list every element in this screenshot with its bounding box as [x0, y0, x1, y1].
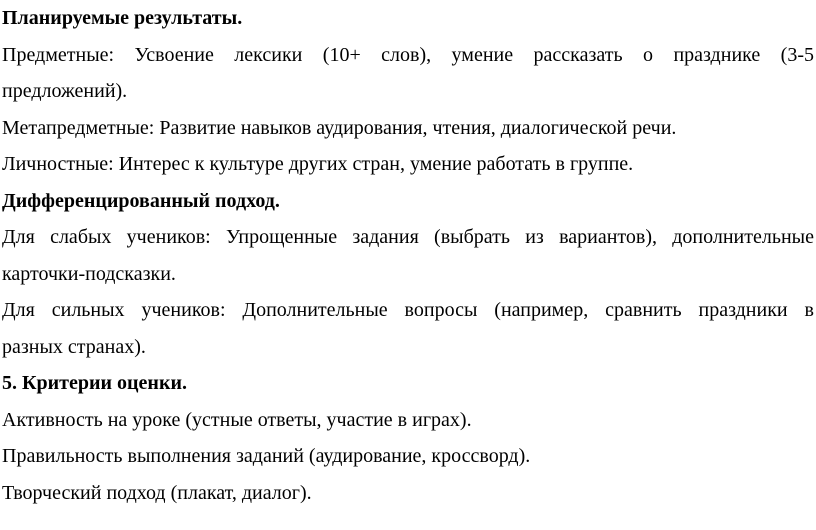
weak-students-line-1: Для слабых учеников: Упрощенные задания (выбрать из вариантов), дополнительные [2, 226, 814, 248]
strong-students-line-2: разных странах). [2, 335, 146, 358]
criteria-item-creativity: Творческий подход (плакат, диалог). [2, 481, 312, 504]
criteria-item-activity: Активность на уроке (устные ответы, участие в играх). [2, 408, 472, 431]
criteria-item-correctness: Правильность выполнения заданий (аудирование, кроссворд). [2, 445, 531, 467]
subject-results-line-2: предложений). [2, 80, 128, 102]
subject-results-line-1: Предметные: Усвоение лексики (10+ слов), умение рассказать о празднике (3-5 [2, 43, 814, 66]
strong-students-line-1: Для сильных учеников: Дополнительные вопросы (например, сравнить праздники в [2, 299, 814, 321]
personal-results: Личностные: Интерес к культуре других стран, умение работать в группе. [2, 153, 634, 175]
criteria-heading: 5. Критерии оценки. [2, 372, 187, 394]
weak-students-line-2: карточки-подсказки. [2, 262, 176, 285]
results-heading: Планируемые результаты. [2, 7, 243, 29]
differentiated-heading: Дифференцированный подход. [2, 189, 280, 212]
metasubject-results: Метапредметные: Развитие навыков аудирования, чтения, диалогической речи. [2, 116, 677, 139]
document-page [2, 0, 814, 511]
